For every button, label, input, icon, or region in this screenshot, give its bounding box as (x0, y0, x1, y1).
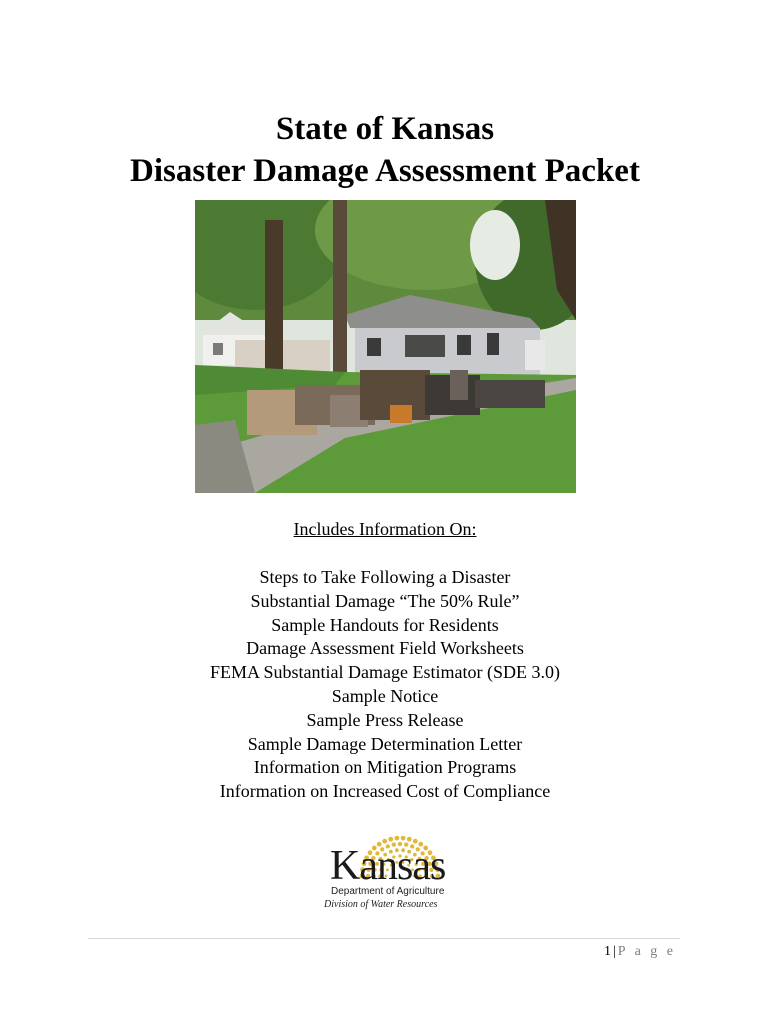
sun-dot (407, 837, 412, 842)
sun-dot (395, 836, 400, 841)
list-item: FEMA Substantial Damage Estimator (SDE 3.0) (210, 662, 560, 683)
sun-dot (388, 837, 393, 842)
logo-wordmark: Kansas (330, 843, 446, 889)
list-item: Sample Notice (331, 685, 439, 706)
document-title-line2: Disaster Damage Assessment Packet (130, 153, 640, 189)
page-label: P a g e (617, 944, 676, 959)
logo-division: Division of Water Resources (324, 899, 438, 910)
topics-list (0, 566, 770, 804)
flood-damage-photo (195, 200, 576, 493)
list-item: Damage Assessment Field Worksheets (246, 638, 524, 659)
list-item: Information on Increased Cost of Compliance (219, 781, 551, 802)
list-item: Substantial Damage “The 50% Rule” (250, 590, 520, 611)
list-item: Sample Handouts for Residents (271, 614, 499, 635)
page-footer (604, 943, 676, 961)
page-number: 1 (603, 944, 611, 959)
includes-heading: Includes Information On: (293, 519, 477, 539)
list-item: Sample Press Release (306, 709, 464, 730)
list-item: Sample Damage Determination Letter (247, 733, 523, 754)
document-title-line1: State of Kansas (275, 111, 495, 147)
sun-dot (401, 836, 406, 841)
footer-divider (88, 938, 680, 939)
kansas-agriculture-logo (320, 826, 460, 916)
footer-separator: | (612, 944, 616, 959)
logo-department: Department of Agriculture (331, 886, 445, 897)
list-item: Information on Mitigation Programs (253, 757, 517, 778)
list-item: Steps to Take Following a Disaster (259, 567, 511, 587)
